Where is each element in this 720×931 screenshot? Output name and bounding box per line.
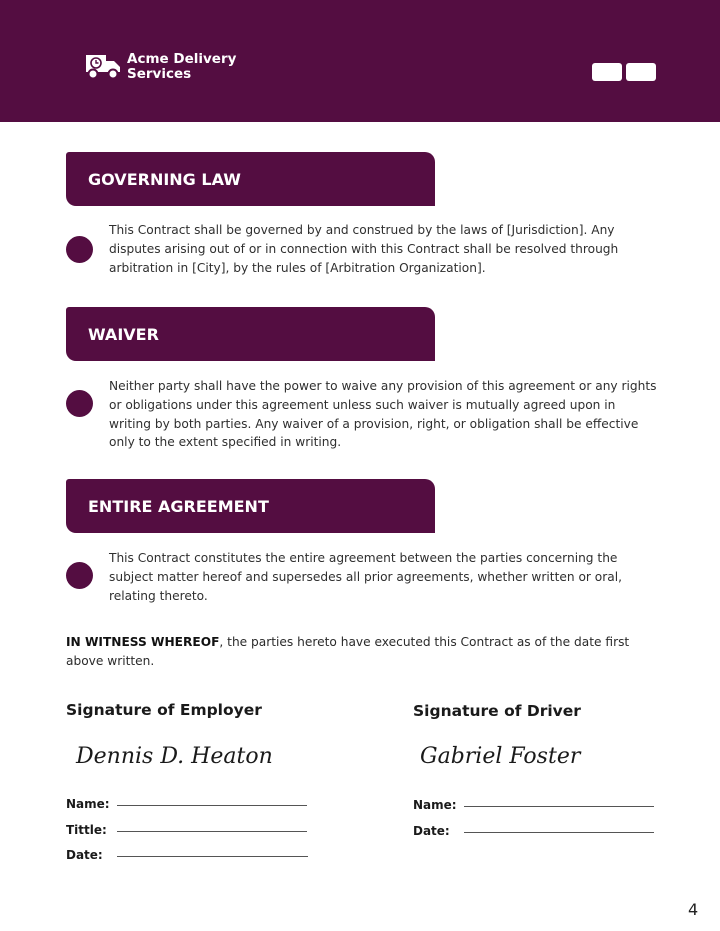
employer-date-line[interactable] xyxy=(117,856,308,857)
driver-date-label: Date: xyxy=(413,824,450,838)
header-box-left xyxy=(592,63,622,81)
driver-signature-heading: Signature of Driver xyxy=(413,702,581,720)
section-title-waiver: WAIVER xyxy=(66,307,435,361)
employer-signature: Dennis D. Heaton xyxy=(76,744,273,769)
company-name xyxy=(127,52,236,81)
driver-name-line[interactable] xyxy=(464,806,654,807)
bullet-dot xyxy=(66,390,93,417)
header-banner xyxy=(0,0,720,122)
employer-name-label: Name: xyxy=(66,797,110,811)
section-title-entire-agreement: ENTIRE AGREEMENT xyxy=(66,479,435,533)
governing-law-text: This Contract shall be governed by and construed by the laws of [Jurisdiction]. Any disputes arising out of or in connection with this Contract shall be resolved through arbitration in [City], by the rules of [Arbitration Organization]. xyxy=(109,223,619,275)
witness-lead: IN WITNESS WHEREOF xyxy=(66,635,220,649)
witness-rest: , the parties hereto have executed this Contract as of the date first above written. xyxy=(66,635,630,668)
company-name-line1: Acme Delivery xyxy=(127,51,237,67)
employer-title-line[interactable] xyxy=(117,831,307,832)
bullet-dot xyxy=(66,236,93,263)
bullet-dot xyxy=(66,562,93,589)
page-number: 4 xyxy=(688,900,699,919)
employer-date-label: Date: xyxy=(66,848,103,862)
entire-agreement-text: This Contract constitutes the entire agreement between the parties concerning the subject matter hereof and supersedes all prior agreements, whether written or oral, relating thereto. xyxy=(109,551,622,603)
waiver-text: Neither party shall have the power to waive any provision of this agreement or any rights or obligations under this agreement unless such waiver is mutually agreed upon in writing by both parties. Any waiver of a provision, right, or obligation shall be effective only to the extent specified in writing. xyxy=(109,379,657,450)
delivery-truck-icon xyxy=(84,52,122,80)
driver-name-label: Name: xyxy=(413,798,457,812)
section-title-governing-law: GOVERNING LAW xyxy=(66,152,435,206)
employer-name-line[interactable] xyxy=(117,805,307,806)
driver-signature: Gabriel Foster xyxy=(420,744,581,769)
employer-title-label: Tittle: xyxy=(66,823,107,837)
witness-clause xyxy=(66,633,666,671)
company-name-line2: Services xyxy=(127,65,192,82)
employer-signature-heading: Signature of Employer xyxy=(66,701,262,719)
header-box-right xyxy=(626,63,656,81)
driver-date-line[interactable] xyxy=(464,832,654,833)
